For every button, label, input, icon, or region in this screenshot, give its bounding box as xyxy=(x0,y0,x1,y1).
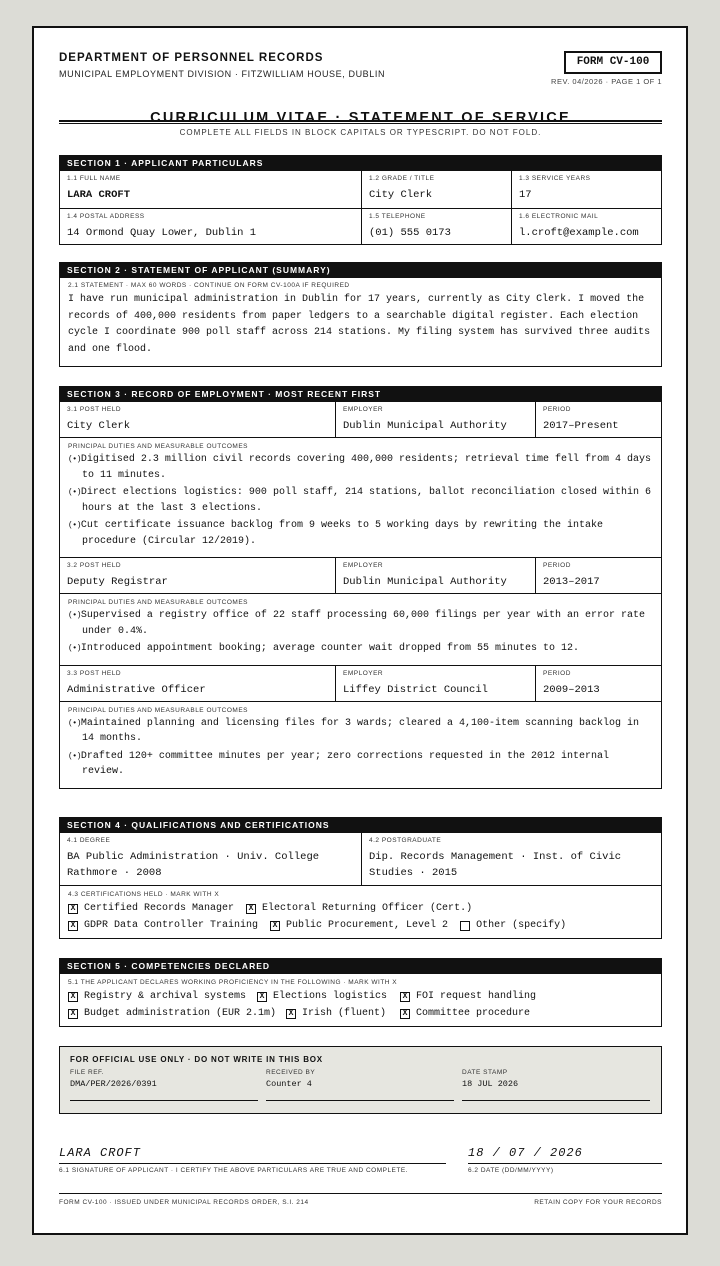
period-field[interactable] xyxy=(535,402,661,437)
department-name: DEPARTMENT OF PERSONNEL RECORDS xyxy=(59,52,324,64)
section-2-heading: SECTION 2 · STATEMENT OF APPLICANT (SUMMARY) xyxy=(60,263,661,278)
post-held-value: Administrative Officer xyxy=(67,683,206,696)
revision-info: REV. 04/2026 · PAGE 1 OF 1 xyxy=(551,77,662,86)
checkbox-row xyxy=(68,990,653,1003)
bullet-icon: (•) xyxy=(68,718,81,728)
post-held-value: City Clerk xyxy=(67,420,131,432)
service-years-value: 17 xyxy=(519,189,532,201)
employer-label: EMPLOYER xyxy=(343,406,384,413)
received-by-label: RECEIVED BY xyxy=(266,1069,316,1076)
signature-date-value: 18 / 07 / 2026 xyxy=(468,1146,662,1164)
section-1-heading: SECTION 1 · APPLICANT PARTICULARS xyxy=(60,156,661,171)
post-held-field[interactable] xyxy=(60,402,335,437)
signature-field[interactable] xyxy=(59,1146,446,1174)
section-4-heading: SECTION 4 · QUALIFICATIONS AND CERTIFICATIONS xyxy=(60,818,661,833)
checkbox-label: Committee procedure xyxy=(416,1008,531,1019)
checkbox-mark[interactable]: X xyxy=(400,992,410,1002)
checkbox-mark[interactable]: X xyxy=(400,1009,410,1019)
employer-label: EMPLOYER xyxy=(343,562,384,569)
telephone-value: (01) 555 0173 xyxy=(369,227,451,239)
checkbox-mark[interactable]: X xyxy=(68,904,78,914)
checkbox-label: Public Procurement, Level 2 xyxy=(286,920,449,931)
checkbox-foi-handling[interactable] xyxy=(400,991,536,1002)
duty-text: Drafted 120+ committee minutes per year; zero corrections requested in the 2012 internal review. xyxy=(80,750,609,777)
date-stamp-line xyxy=(462,1100,650,1101)
full-name-value: LARA CROFT xyxy=(67,189,131,201)
duty-item xyxy=(68,485,653,516)
grade-label: 1.2 GRADE / TITLE xyxy=(369,175,435,182)
post-row xyxy=(60,665,661,701)
employer-value: Dublin Municipal Authority xyxy=(343,576,507,588)
file-ref-line xyxy=(70,1100,258,1101)
post-held-value: Deputy Registrar xyxy=(67,576,168,588)
post-held-label: 3.3 POST HELD xyxy=(67,669,122,677)
checkbox-committee-procedure[interactable] xyxy=(400,1008,530,1019)
post-held-field[interactable] xyxy=(60,558,335,593)
bullet-icon: (•) xyxy=(68,488,81,497)
employer-field[interactable] xyxy=(335,402,535,437)
duties-label: PRINCIPAL DUTIES AND MEASURABLE OUTCOMES xyxy=(68,706,249,714)
duties-block xyxy=(60,437,661,557)
degree-value: BA Public Administration · Univ. College Rathmore · 2008 xyxy=(67,851,320,879)
received-by-field xyxy=(266,1069,454,1089)
checkbox-label: Irish (fluent) xyxy=(302,1008,387,1019)
post-held-field[interactable] xyxy=(60,666,335,701)
checkbox-gdpr-training[interactable] xyxy=(68,920,258,931)
signature-value: LARA CROFT xyxy=(59,1146,446,1164)
checkbox-row xyxy=(68,919,653,932)
employer-value: Liffey District Council xyxy=(343,683,488,696)
address-label: 1.4 POSTAL ADDRESS xyxy=(67,213,145,220)
checkbox-electoral-returning-officer[interactable] xyxy=(246,903,472,914)
checkbox-mark[interactable]: X xyxy=(270,921,280,931)
date-stamp-value: 18 JUL 2026 xyxy=(462,1079,519,1089)
statement-text: I have run municipal administration in Dublin for 17 years, currently as City Clerk. I moved the records of 400,000 residents from paper ledgers to a searchable digital register. Each election cycle I coordinate 900 poll staff across 214 stations. My filing system has survived three audits and one flood. xyxy=(68,294,651,355)
official-use-box xyxy=(59,1046,662,1114)
section-1-applicant xyxy=(59,155,662,245)
checkbox-label: FOI request handling xyxy=(416,991,537,1002)
statement-field[interactable] xyxy=(60,278,661,366)
duties-list xyxy=(68,716,653,780)
duty-item xyxy=(68,716,653,747)
grade-field[interactable] xyxy=(361,171,511,208)
duties-block xyxy=(60,593,661,665)
section-4-qualifications xyxy=(59,817,662,939)
duty-text: Digitised 2.3 million civil records covering 400,000 residents; retrieval time fell from 4 days to 11 minutes. xyxy=(80,454,651,481)
checkbox-mark[interactable]: X xyxy=(257,992,267,1002)
employer-label: EMPLOYER xyxy=(343,669,384,677)
file-ref-field xyxy=(70,1069,258,1089)
file-ref-value: DMA/PER/2026/0391 xyxy=(70,1079,157,1089)
footer-issue-note: FORM CV-100 · ISSUED UNDER MUNICIPAL RECORDS ORDER, S.I. 214 xyxy=(59,1199,309,1206)
email-label: 1.6 ELECTRONIC MAIL xyxy=(519,213,599,220)
telephone-field[interactable] xyxy=(361,209,511,244)
section-3-employment xyxy=(59,386,662,789)
post-held-label: 3.1 POST HELD xyxy=(67,406,122,413)
checkbox-row xyxy=(68,902,653,915)
signature-date-label: 6.2 DATE (DD/MM/YYYY) xyxy=(468,1167,554,1174)
signature-label: 6.1 SIGNATURE OF APPLICANT · I CERTIFY THE ABOVE PARTICULARS ARE TRUE AND COMPLETE. xyxy=(59,1167,409,1174)
form-instructions: COMPLETE ALL FIELDS IN BLOCK CAPITALS OR TYPESCRIPT. DO NOT FOLD. xyxy=(179,128,542,137)
period-value: 2009–2013 xyxy=(543,683,600,696)
checkbox-mark[interactable]: X xyxy=(68,1009,78,1019)
received-by-value: Counter 4 xyxy=(266,1079,312,1089)
period-field[interactable] xyxy=(535,558,661,593)
signature-date-field[interactable] xyxy=(468,1146,662,1174)
bullet-icon: (•) xyxy=(68,751,81,761)
period-value: 2017–Present xyxy=(543,420,619,432)
post-row xyxy=(60,402,661,437)
service-years-field[interactable] xyxy=(511,171,661,208)
employer-value: Dublin Municipal Authority xyxy=(343,420,507,432)
bullet-icon: (•) xyxy=(68,521,81,530)
checkbox-other[interactable] xyxy=(460,920,566,931)
duties-label: PRINCIPAL DUTIES AND MEASURABLE OUTCOMES xyxy=(68,443,249,450)
period-field[interactable] xyxy=(535,666,661,701)
bullet-icon: (•) xyxy=(68,644,81,653)
duties-block xyxy=(60,701,661,788)
duties-list xyxy=(68,608,653,657)
full-name-field[interactable] xyxy=(60,171,361,208)
duty-text: Supervised a registry office of 22 staff processing 60,000 filings per year with an error rate under 0.4%. xyxy=(80,610,645,637)
checkbox-mark[interactable]: X xyxy=(68,921,78,931)
section-2-statement xyxy=(59,262,662,367)
certifications-block xyxy=(60,885,661,938)
section-5-competencies xyxy=(59,958,662,1027)
address-field[interactable] xyxy=(60,209,361,244)
form-footer xyxy=(59,1193,662,1206)
section-5-heading: SECTION 5 · COMPETENCIES DECLARED xyxy=(60,959,661,974)
checkbox-mark[interactable]: X xyxy=(286,1009,296,1019)
received-by-line xyxy=(266,1100,454,1101)
form-title: CURRICULUM VITAE · STATEMENT OF SERVICE xyxy=(150,110,571,126)
checkbox-irish-fluent[interactable] xyxy=(286,1008,400,1019)
checkbox-row xyxy=(68,1007,653,1020)
footer-retain-note: RETAIN COPY FOR YOUR RECORDS xyxy=(534,1199,662,1206)
grade-value: City Clerk xyxy=(369,189,433,201)
bullet-icon: (•) xyxy=(68,611,81,620)
checkbox-public-procurement[interactable] xyxy=(270,920,448,931)
competencies-block xyxy=(60,974,661,1026)
degree-field[interactable] xyxy=(60,833,361,885)
duty-item xyxy=(68,641,653,657)
section-4-row-1 xyxy=(60,833,661,885)
duty-text: Direct elections logistics: 900 poll staff, 214 stations, ballot reconciliation closed within 6 hours at the last 3 elections. xyxy=(80,487,651,514)
period-value: 2013–2017 xyxy=(543,576,600,588)
employer-field[interactable] xyxy=(335,666,535,701)
email-value: l.croft@example.com xyxy=(519,227,639,239)
bullet-icon: (•) xyxy=(68,455,81,464)
checkbox-label: Other (specify) xyxy=(476,920,567,931)
degree-label: 4.1 DEGREE xyxy=(67,837,111,844)
checkbox-label: Budget administration (EUR 2.1m) xyxy=(84,1008,277,1019)
duty-text: Cut certificate issuance backlog from 9 weeks to 5 working days by rewriting the intake procedure (Circular 12/2019). xyxy=(80,520,603,547)
duty-text: Maintained planning and licensing files for 3 wards; cleared a 4,100-item scanning backlog in 14 months. xyxy=(80,717,639,744)
checkbox-label: Registry & archival systems xyxy=(84,991,247,1002)
statement-label: 2.1 STATEMENT · MAX 60 WORDS · CONTINUE ON FORM CV-100A IF REQUIRED xyxy=(68,282,350,289)
checkbox-budget-administration[interactable] xyxy=(68,1008,286,1019)
postgraduate-label: 4.2 POSTGRADUATE xyxy=(369,837,442,844)
date-stamp-field xyxy=(462,1069,650,1089)
form-header xyxy=(59,52,662,112)
post-held-label: 3.2 POST HELD xyxy=(67,562,122,569)
form-id-box: FORM CV-100 xyxy=(564,51,662,74)
certifications-label: 4.3 CERTIFICATIONS HELD · MARK WITH X xyxy=(68,891,220,898)
duty-item xyxy=(68,452,653,483)
form-page xyxy=(32,26,688,1235)
checkbox-mark[interactable]: X xyxy=(246,904,256,914)
checkbox-label: GDPR Data Controller Training xyxy=(84,920,259,931)
section-1-row-2 xyxy=(60,208,661,244)
date-stamp-label: DATE STAMP xyxy=(462,1069,508,1076)
checkbox-elections-logistics[interactable] xyxy=(257,991,400,1002)
checkbox-label: Electoral Returning Officer (Cert.) xyxy=(262,903,473,914)
address-value: 14 Ormond Quay Lower, Dublin 1 xyxy=(67,227,257,239)
checkbox-label: Elections logistics xyxy=(273,991,388,1002)
checkbox-mark[interactable] xyxy=(460,921,470,931)
duty-item xyxy=(68,749,653,780)
checkbox-mark[interactable]: X xyxy=(68,992,78,1002)
duty-item xyxy=(68,608,653,639)
employer-field[interactable] xyxy=(335,558,535,593)
period-label: PERIOD xyxy=(543,669,571,677)
duties-list xyxy=(68,452,653,549)
post-row xyxy=(60,557,661,593)
file-ref-label: FILE REF. xyxy=(70,1069,105,1076)
checkbox-registry-archival[interactable] xyxy=(68,991,257,1002)
section-3-heading: SECTION 3 · RECORD OF EMPLOYMENT · MOST RECENT FIRST xyxy=(60,387,661,402)
checkbox-label: Certified Records Manager xyxy=(84,903,235,914)
competencies-label: 5.1 THE APPLICANT DECLARES WORKING PROFICIENCY IN THE FOLLOWING · MARK WITH X xyxy=(68,979,398,986)
duty-text: Introduced appointment booking; average counter wait dropped from 55 minutes to 12. xyxy=(80,643,579,654)
service-years-label: 1.3 SERVICE YEARS xyxy=(519,175,591,182)
checkbox-certified-records-manager[interactable] xyxy=(68,903,234,914)
division-name: MUNICIPAL EMPLOYMENT DIVISION · FITZWILLIAM HOUSE, DUBLIN xyxy=(59,69,386,79)
section-1-row-1 xyxy=(60,171,661,208)
duty-item xyxy=(68,518,653,549)
full-name-label: 1.1 FULL NAME xyxy=(67,175,121,182)
telephone-label: 1.5 TELEPHONE xyxy=(369,213,426,220)
email-field[interactable] xyxy=(511,209,661,244)
postgraduate-field[interactable] xyxy=(361,833,661,885)
period-label: PERIOD xyxy=(543,562,571,569)
official-use-title: FOR OFFICIAL USE ONLY · DO NOT WRITE IN THIS BOX xyxy=(70,1055,323,1064)
postgraduate-value: Dip. Records Management · Inst. of Civic Studies · 2015 xyxy=(369,851,622,879)
duties-label: PRINCIPAL DUTIES AND MEASURABLE OUTCOMES xyxy=(68,599,249,606)
period-label: PERIOD xyxy=(543,406,571,413)
